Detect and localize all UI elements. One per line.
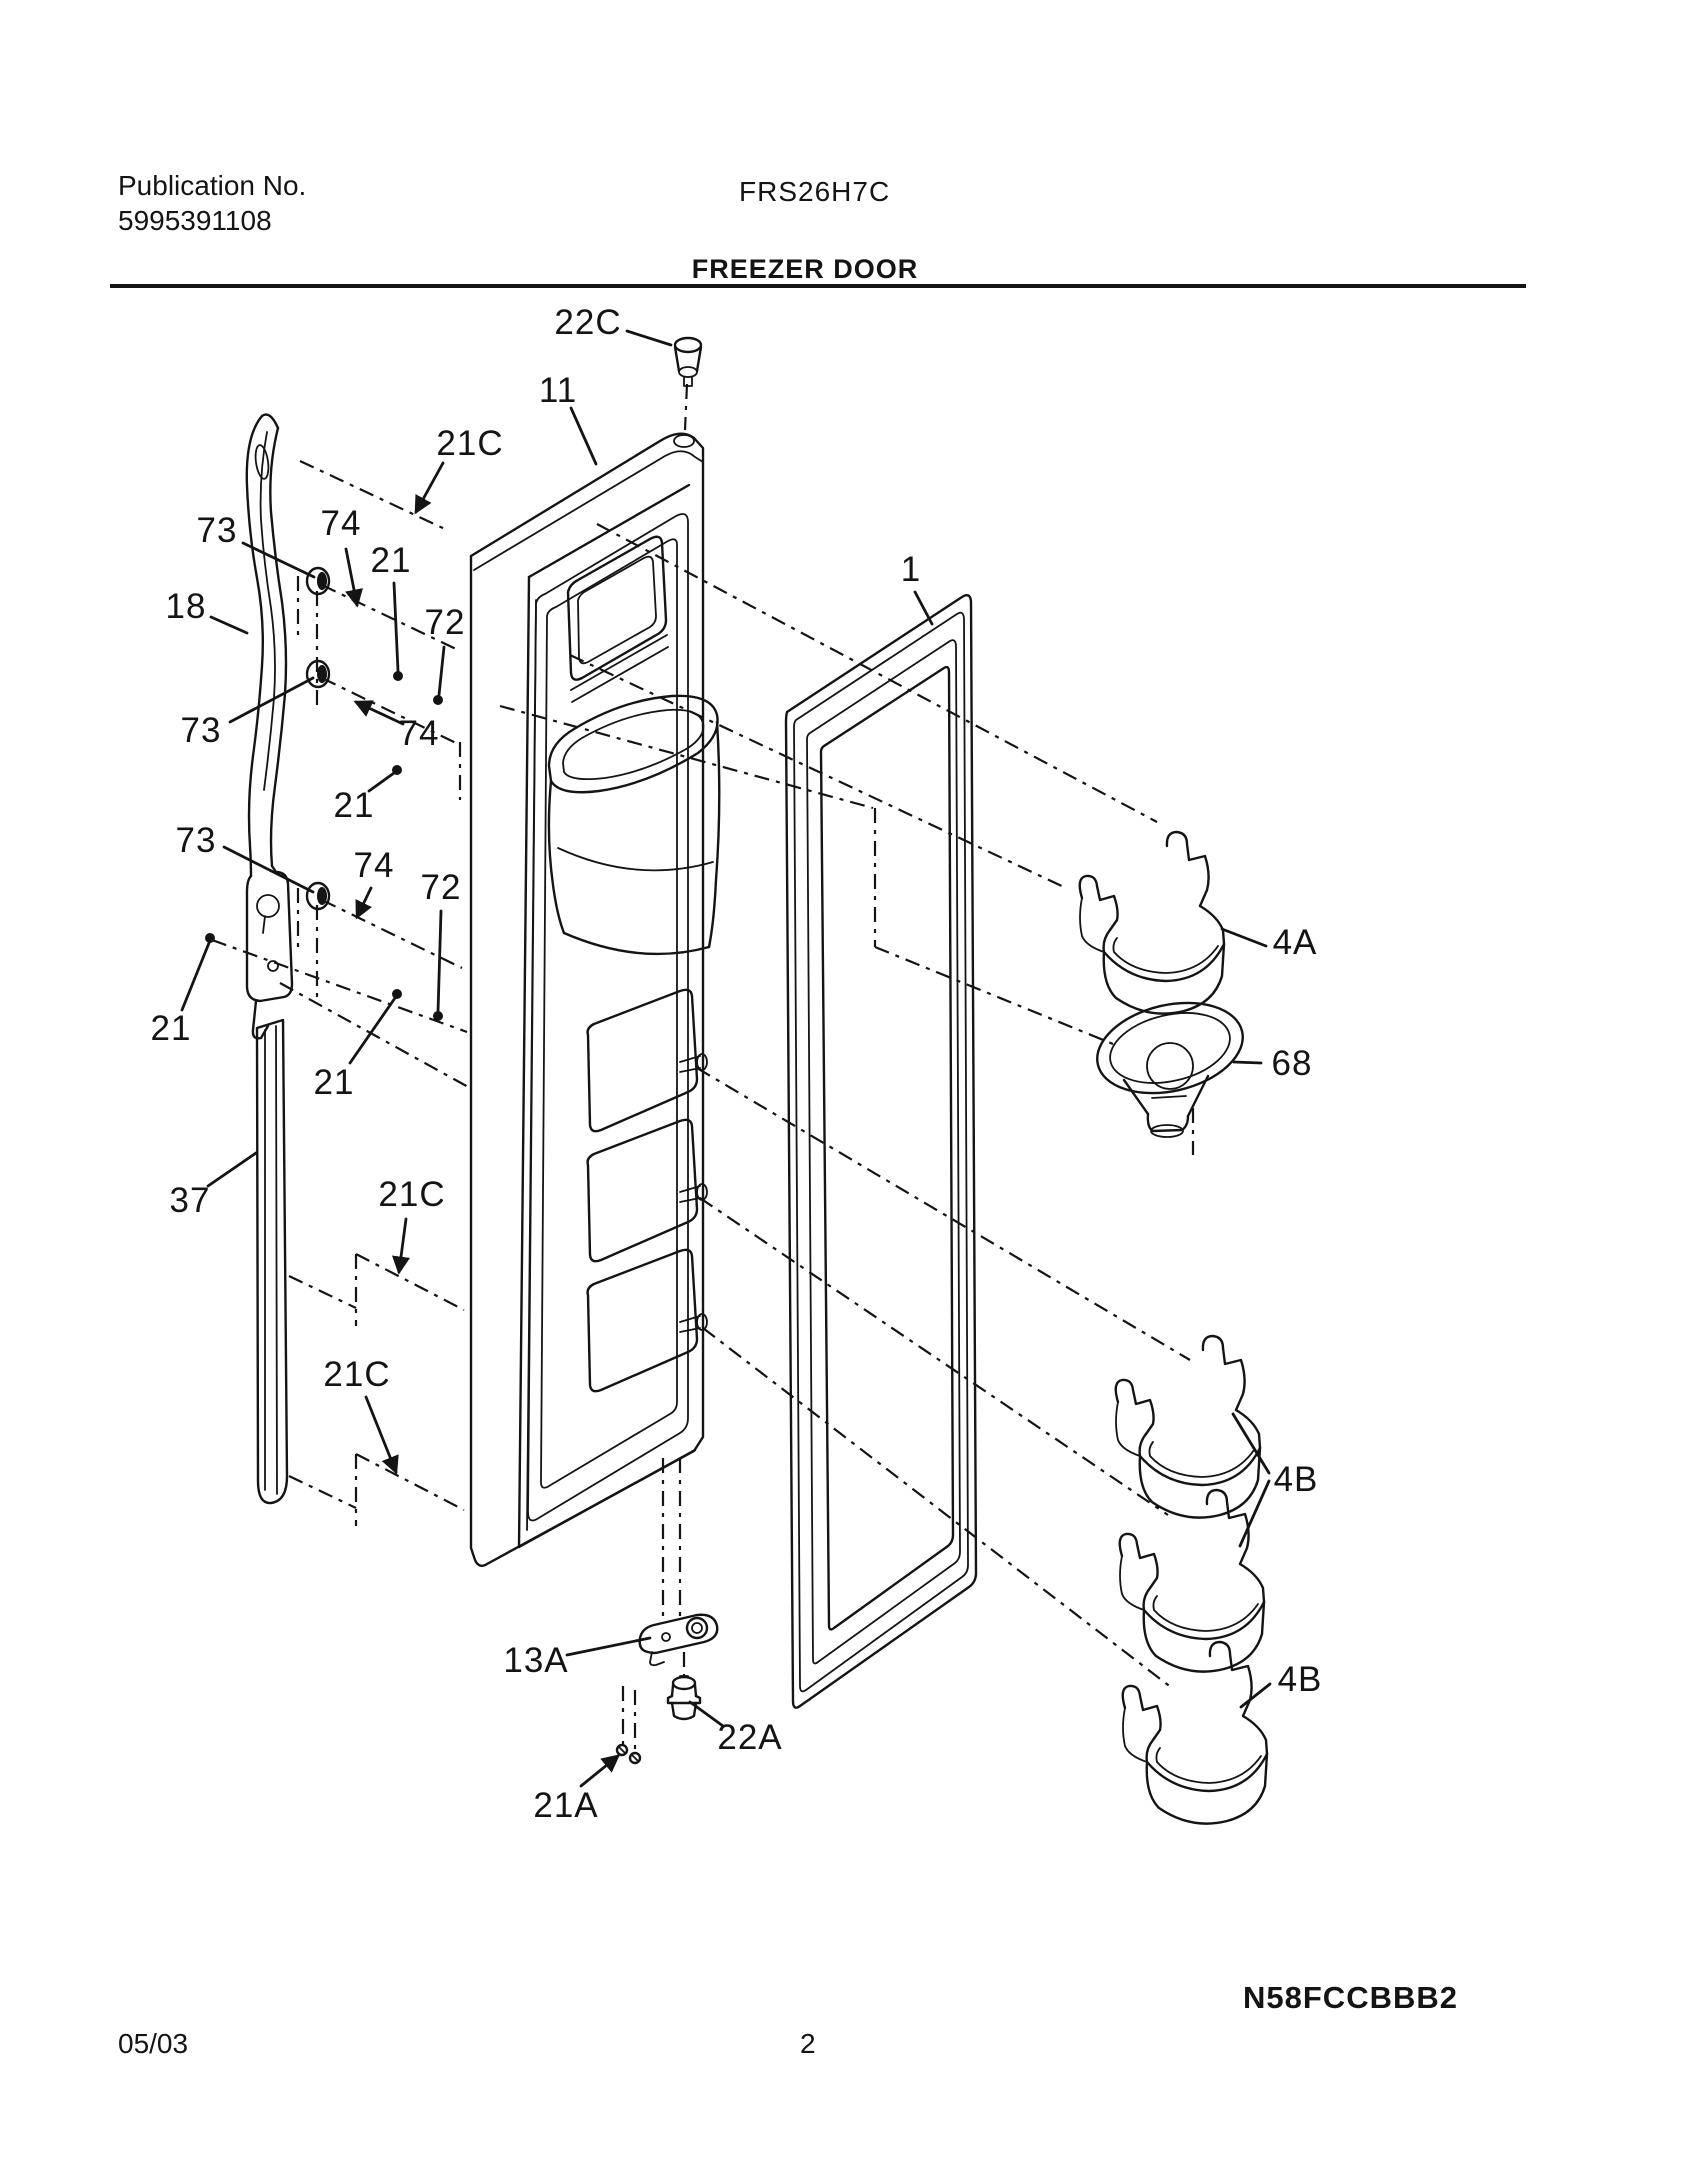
freezer-door-panel: [471, 434, 719, 1566]
publication-label-text: Publication No.: [118, 170, 307, 201]
door-bin-4b-1: [1116, 1336, 1260, 1518]
part-callout-18: 18: [165, 587, 207, 626]
diagram-code: N58FCCBBB2: [1243, 1980, 1458, 2015]
model-number: FRS26H7C: [739, 176, 891, 207]
part-callout-21: 21: [333, 786, 375, 825]
hinge-bracket-13a: [640, 1615, 718, 1665]
door-bin-4b-3: [1123, 1642, 1267, 1824]
part-callout-74: 74: [398, 714, 440, 753]
part-callout-22a: 22A: [717, 1718, 783, 1757]
top-screw-22c: [675, 338, 701, 386]
part-callout-37: 37: [169, 1181, 211, 1220]
screws-21a: [617, 1745, 640, 1763]
part-callout-11: 11: [538, 371, 578, 410]
part-callout-74: 74: [320, 504, 362, 543]
door-gasket: [786, 595, 976, 1707]
part-callout-21c: 21C: [378, 1175, 446, 1214]
part-callout-21: 21: [370, 541, 412, 580]
part-callout-4b: 4B: [1277, 1660, 1323, 1699]
dispenser-funnel: [1088, 989, 1252, 1137]
part-callout-13a: 13A: [503, 1641, 569, 1680]
part-callout-21c: 21C: [436, 424, 504, 463]
part-callout-1: 1: [900, 550, 922, 589]
part-callout-73: 73: [175, 821, 217, 860]
part-callout-21c: 21C: [323, 1355, 391, 1394]
part-callout-21: 21: [150, 1009, 192, 1048]
part-callout-22c: 22C: [554, 303, 622, 342]
publication-number: 5995391108: [118, 205, 272, 236]
leader-lines: [182, 331, 1270, 1786]
part-callout-73: 73: [196, 511, 238, 550]
part-callout-4b: 4B: [1273, 1460, 1319, 1499]
door-bin-4a: [1080, 832, 1224, 1014]
part-callout-21: 21: [313, 1063, 355, 1102]
part-callout-4a: 4A: [1272, 923, 1318, 962]
hinge-bolt-22a: [668, 1676, 700, 1719]
part-callout-72: 72: [424, 603, 466, 642]
door-handle: [247, 415, 292, 1039]
part-callout-74: 74: [353, 846, 395, 885]
part-callout-21a: 21A: [533, 1786, 599, 1825]
part-callout-72: 72: [420, 868, 462, 907]
footer-date: 05/03: [118, 2028, 189, 2059]
part-callout-73: 73: [180, 711, 222, 750]
footer-page-number: 2: [800, 2028, 816, 2059]
page-title: FREEZER DOOR: [691, 254, 919, 284]
door-trim-strip: [257, 1020, 287, 1503]
part-callout-68: 68: [1271, 1044, 1313, 1083]
grommets: [307, 568, 329, 909]
